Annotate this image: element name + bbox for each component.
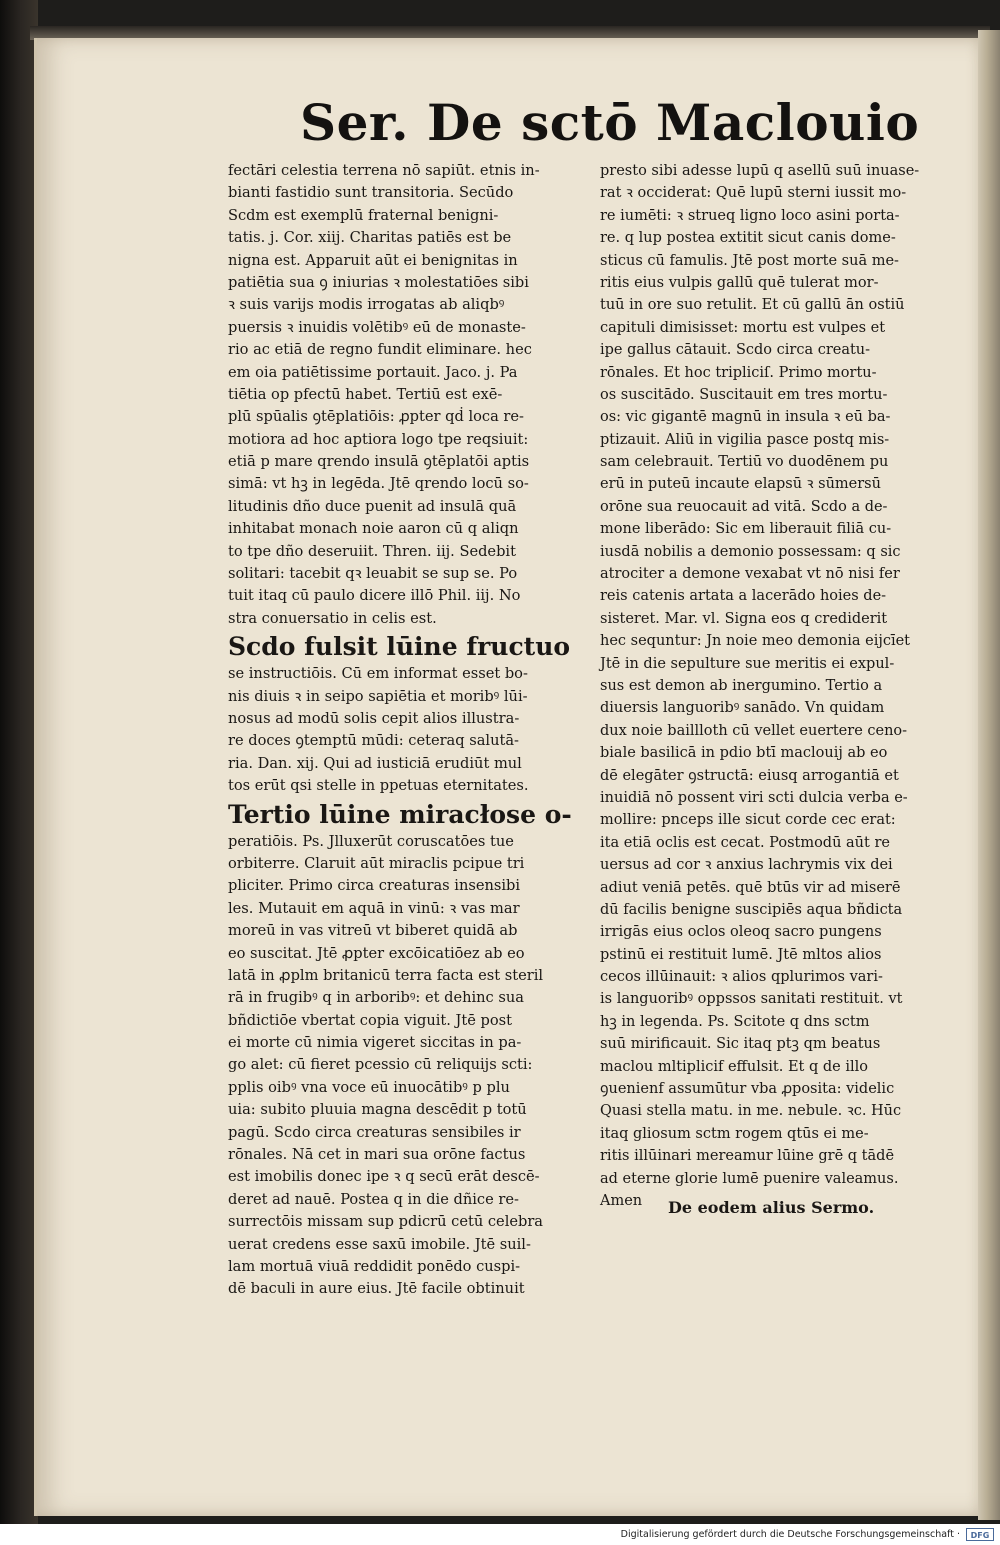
text-line: nis diuis ꝛ in seipo sapiētia et moribꝰ lūi- bbox=[228, 687, 528, 705]
text-line: tuit itaq cū paulo dicere illō Phil. iij. No bbox=[228, 587, 521, 605]
text-line: simā: vt hꝫ in legēda. Jtē qrendo locū so- bbox=[228, 475, 529, 493]
left-text-column bbox=[228, 160, 596, 1298]
text-line: is languoribꝰ oppssos sanitati restituit. vt bbox=[600, 991, 903, 1008]
text-line: patiētia sua ꝯ iniurias ꝛ molestatiōes sibi bbox=[228, 273, 529, 291]
text-line: re. q lup postea extitit sicut canis dome- bbox=[600, 230, 896, 247]
text-line: dē elegāter ꝯstructā: eiusq arrogantiā et bbox=[600, 767, 899, 784]
text-line: pstinū ei restituit lumē. Jtē mltos alios bbox=[600, 946, 882, 963]
text-line: nosus ad modū solis cepit alios illustra- bbox=[228, 709, 520, 727]
text-line: eo suscitat. Jtē ꝓpter excōicatiōez ab eo bbox=[228, 944, 525, 962]
running-title: Ser. De sctō Maclouio bbox=[300, 93, 920, 152]
text-line: Scdm est exemplū fraternal benigni- bbox=[228, 206, 499, 224]
text-line: diuersis languoribꝰ sanādo. Vn quidam bbox=[600, 700, 885, 717]
text-line: tatis. j. Cor. xiij. Charitas patiēs est be bbox=[228, 229, 512, 247]
text-line: tos erūt qsi stelle in ppetuas eternitates. bbox=[228, 777, 529, 795]
text-line: hec sequntur: Jn noie meo demonia eijcīet bbox=[600, 633, 911, 650]
text-line: pagū. Scdo circa creaturas sensibiles ir bbox=[228, 1123, 521, 1141]
text-line: latā in ꝓplm britanicū terra facta est steril bbox=[228, 966, 544, 984]
text-line: uerat credens esse saxū imobile. Jtē suil- bbox=[228, 1235, 531, 1253]
text-line: biale basilicā in pdio btī maclouij ab eo bbox=[600, 745, 888, 762]
text-line: est imobilis donec ipe ꝛ q secū erāt descē- bbox=[228, 1168, 540, 1186]
text-line: presto sibi adesse lupū q asellū suū inuase- bbox=[600, 163, 920, 179]
book-gutter-edge bbox=[0, 0, 38, 1545]
text-line: inhitabat monach noie aaron cū q aliqn bbox=[228, 520, 519, 538]
text-line: solitari: tacebit qꝛ leuabit se sup se. Po bbox=[228, 565, 518, 583]
text-line: sus est demon ab inergumino. Tertio a bbox=[600, 677, 883, 694]
text-line: uia: subito pluuia magna descēdit p totū bbox=[228, 1101, 527, 1119]
text-line: rat ꝛ occiderat: Quē lupū sterni iussit mo- bbox=[600, 185, 907, 202]
text-line: rōnales. Nā cet in mari sua orōne factus bbox=[228, 1146, 526, 1164]
text-line: ritis illūinari mereamur lūine grē q tādē bbox=[600, 1148, 895, 1165]
text-line: ei morte cū nimia vigeret siccitas in pa- bbox=[228, 1034, 522, 1052]
text-line: em oia patiētissime portauit. Jaco. j. Pa bbox=[228, 363, 518, 381]
text-line: to tpe dño deseruiit. Thren. iij. Sedebit bbox=[228, 542, 516, 560]
text-line: go alet: cū fieret pcessio cū reliquijs scti: bbox=[228, 1056, 533, 1074]
text-line: irrigās eius oclos oleoq sacro pungens bbox=[600, 924, 882, 941]
text-line: peratiōis. Ps. Jlluxerūt coruscatōes tue bbox=[228, 832, 514, 850]
dfg-logo: DFG bbox=[966, 1528, 994, 1541]
text-line: adiut veniā petēs. quē btūs vir ad miserē bbox=[600, 879, 901, 896]
text-line: Amen bbox=[600, 1192, 643, 1209]
text-line: tiētia op pfectū habet. Tertiū est exē- bbox=[228, 385, 503, 403]
text-line: dē baculi in aure eius. Jtē facile obtinuit bbox=[228, 1280, 525, 1298]
text-line: motiora ad hoc aptiora logo tpe reqsiuit: bbox=[228, 430, 529, 448]
text-line: capituli dimisisset: mortu est vulpes et bbox=[600, 319, 886, 336]
text-line: ipe gallus cātauit. Scdo circa creatu- bbox=[600, 342, 871, 359]
text-line: lam mortuā viuā reddidit ponēdo cuspi- bbox=[228, 1257, 521, 1275]
text-line: ptizauit. Aliū in vigilia pasce postq mis- bbox=[600, 431, 890, 448]
text-line: orōne sua reuocauit ad vitā. Scdo a de- bbox=[600, 498, 888, 515]
text-line: se instructiōis. Cū em informat esset bo- bbox=[228, 665, 528, 683]
text-line: litudinis dño duce puenit ad insulā quā bbox=[228, 497, 517, 515]
text-line: reis catenis artata a lacerādo hoies de- bbox=[600, 588, 887, 605]
text-line: maclou mltiplicif effulsit. Et q de illo bbox=[600, 1058, 868, 1075]
text-line: sticus cū famulis. Jtē post morte suā me- bbox=[600, 252, 899, 269]
text-line: ita etiā oclis est cecat. Postmodū aūt re bbox=[600, 834, 890, 851]
text-line: suū mirificauit. Sic itaq ptꝫ qm beatus bbox=[600, 1036, 881, 1053]
text-line: dux noie baillloth cū vellet euertere ceno- bbox=[600, 722, 908, 739]
right-text-column bbox=[600, 160, 970, 1220]
text-line: atrociter a demone vexabat vt nō nisi fer bbox=[600, 566, 900, 583]
text-line: uersus ad cor ꝛ anxius lachrymis vix dei bbox=[600, 857, 893, 874]
text-line: nigna est. Apparuit aūt ei benignitas in bbox=[228, 251, 518, 269]
text-line: stra conuersatio in celis est. bbox=[228, 609, 437, 627]
text-line: mone liberādo: Sic em liberauit filiā cu- bbox=[600, 521, 892, 538]
page-fore-edge bbox=[978, 30, 1000, 1520]
text-line: sisteret. Mar. vl. Signa eos q crediderit bbox=[600, 610, 888, 627]
text-line: ad eterne glorie lumē puenire valeamus. bbox=[600, 1170, 899, 1187]
text-line: deret ad nauē. Postea q in die dñice re- bbox=[228, 1190, 519, 1208]
text-line: ꝯuenienf assumūtur vba ꝓposita: videlic bbox=[600, 1081, 895, 1098]
text-line: les. Mutauit em aquā in vinū: ꝛ vas mar bbox=[228, 899, 520, 917]
text-line: fectāri celestia terrena nō sapiūt. etnis in- bbox=[228, 162, 540, 179]
text-line: plū spūalis ꝯtēplatiōis: ꝓpter qḋ loca re- bbox=[228, 408, 524, 426]
text-line: pliciter. Primo circa creaturas insensibi bbox=[228, 877, 521, 895]
text-line: Quasi stella matu. in me. nebule. ꝛc. Hūc bbox=[600, 1103, 902, 1120]
text-line: ritis eius vulpis gallū quē tulerat mor- bbox=[600, 274, 879, 291]
text-line: os: vic gigantē magnū in insula ꝛ eū ba- bbox=[600, 409, 891, 426]
section-heading: Tertio lūine miracłose o- bbox=[228, 799, 572, 829]
digitization-note: Digitalisierung gefördert durch die Deutsche Forschungsgemeinschaft · bbox=[620, 1529, 960, 1540]
text-line: cecos illūinauit: ꝛ alios qplurimos vari- bbox=[600, 969, 883, 986]
text-line: re doces ꝯtemptū mūdi: ceteraq salutā- bbox=[228, 732, 519, 750]
text-line: sam celebrauit. Tertiū vo duodēnem pu bbox=[600, 454, 889, 471]
text-line: etiā p mare qrendo insulā ꝯtēplatōi aptis bbox=[228, 453, 530, 471]
text-line: itaq gliosum sctm rogem qtūs ei me- bbox=[600, 1125, 869, 1142]
text-line: ꝛ suis varijs modis irrogatas ab aliqbꝰ bbox=[228, 296, 505, 314]
text-line: mollire: pnceps ille sicut corde cec erat: bbox=[600, 812, 896, 829]
text-line: inuidiā nō possent viri scti dulcia verba e- bbox=[600, 789, 908, 806]
text-line: dū facilis benigne suscipiēs aqua bñdicta bbox=[600, 901, 903, 918]
text-line: orbiterre. Claruit aūt miraclis pcipue tri bbox=[228, 854, 525, 872]
next-sermon-heading: De eodem alius Sermo. bbox=[668, 1198, 875, 1217]
text-line: hꝫ in legenda. Ps. Scitote q dns sctm bbox=[600, 1013, 870, 1030]
text-line: erū in puteū incaute elapsū ꝛ sūmersū bbox=[600, 476, 881, 493]
text-line: bñdictiōe vbertat copia viguit. Jtē post bbox=[228, 1011, 513, 1029]
text-line: rio ac etiā de regno fundit eliminare. hec bbox=[228, 341, 532, 359]
text-line: bianti fastidio sunt transitoria. Secūdo bbox=[228, 184, 514, 202]
text-line: iusdā nobilis a demonio possessam: q sic bbox=[600, 543, 901, 560]
text-line: Jtē in die sepulture sue meritis ei expul- bbox=[600, 655, 895, 672]
text-line: moreū in vas vitreū vt biberet quidā ab bbox=[228, 922, 518, 940]
text-line: pplis oibꝰ vna voce eū inuocātibꝰ p plu bbox=[228, 1078, 510, 1096]
text-line: rōnales. Et hoc tripliciſ. Primo mortu- bbox=[600, 364, 877, 381]
text-line: rā in frugibꝰ q in arboribꝰ: et dehinc sua bbox=[228, 989, 524, 1007]
footer-bar bbox=[0, 1524, 1000, 1545]
text-line: puersis ꝛ inuidis volētibꝰ eū de monaste- bbox=[228, 318, 526, 336]
text-line: ria. Dan. xij. Qui ad iusticiā erudiūt mul bbox=[228, 754, 522, 772]
text-line: re iumēti: ꝛ strueq ligno loco asini porta- bbox=[600, 207, 900, 224]
section-heading: Scdo fulsit lūine fructuo bbox=[228, 632, 571, 662]
text-line: os suscitādo. Suscitauit em tres mortu- bbox=[600, 386, 888, 403]
text-line: surrectōis missam sup pdicrū cetū celebra bbox=[228, 1213, 544, 1231]
text-line: tuū in ore suo retulit. Et cū gallū ān ostiū bbox=[600, 297, 905, 314]
